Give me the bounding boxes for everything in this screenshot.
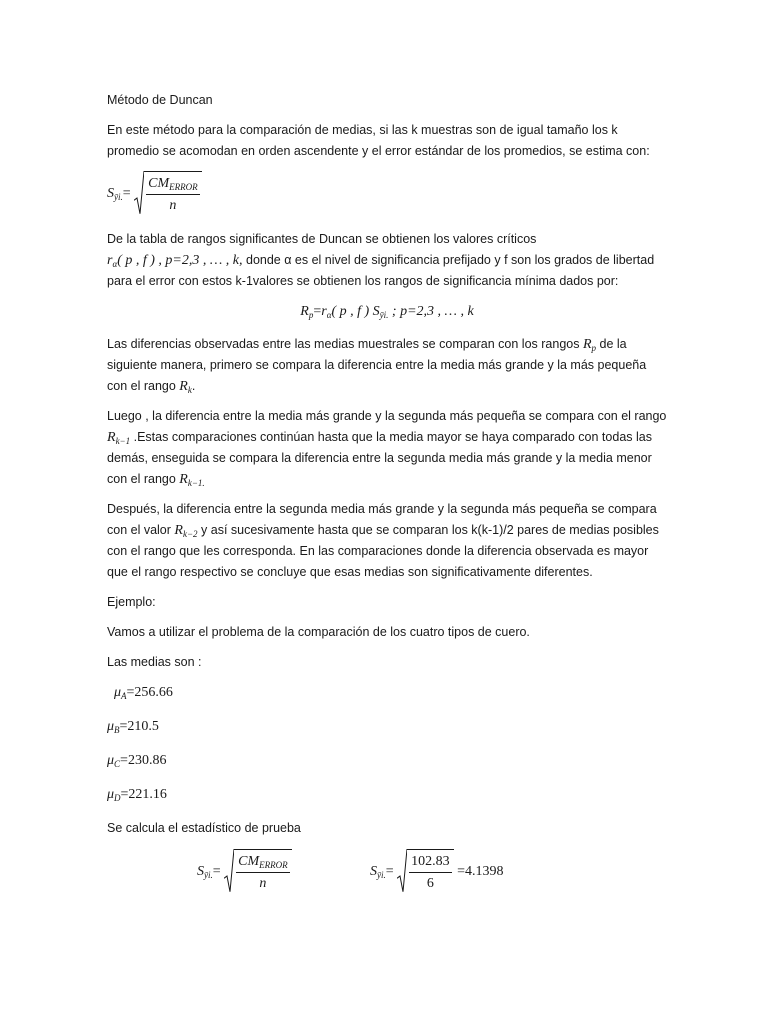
sqrt-expression: $\frac{CM_{ERROR}}{n}$ [224,849,292,894]
section-title: Método de Duncan [107,93,213,107]
mean-b: $\mu_B=210.5$ [107,719,159,735]
means-list [107,682,667,805]
mean-c: $\mu_C=230.86$ [107,753,167,769]
sqrt-icon [134,171,144,216]
document-page [107,90,667,899]
stat-label: Se calcula el estadístico de prueba [107,821,301,835]
sqrt-icon [397,849,407,894]
example-heading: Ejemplo: [107,595,156,609]
despues-paragraph: Después, la diferencia entre la segunda media más grande y la segunda más pequeña se compara con el valor $R_{k-2}$ y así sucesivamente hasta que se comparan los k(k-1)/2 pares de medias posibles con el rango que les corresponda. En las comparaciones donde la diferencia observada es mayor que el rango respectivo se concluye que esas medias son significativamente diferentes. [107,502,659,579]
mean-a: $\mu_A=256.66$ [114,685,173,701]
stat-formulas [107,849,667,899]
formula-lhs: $S_{ȳi.}=$ [107,185,131,202]
means-label: Las medias son : [107,655,202,669]
mean-d: $\mu_D=221.16$ [107,787,167,803]
sqrt-expression: $\frac{CM_{ERROR}}{n}$ [134,171,202,216]
stat-formula-general: $S_{ȳi.}=$ $\frac{CM_{ERROR}}{n}$ [197,849,292,894]
luego-paragraph: Luego , la diferencia entre la media más grande y la segunda más pequeña se compara con el rango $R_{k-1}$ .Estas comparaciones continúan hasta que la media mayor se haya comparado con todas las demás, enseguida se compara la diferencia entre la segunda media más grande y la media menor con el rango $R_{k-1.}$ [107,409,667,488]
std-error-formula [107,171,667,215]
table-paragraph: De la tabla de rangos significantes de Duncan se obtienen los valores críticos $r_\alpha$( p , f ) , p=2,3 , … , k, donde α es el nivel de significancia prefijado y f son los grados de libertad para el error con estos k-1valores se obtienen los rangos de significancia mínima dados por: [107,232,655,288]
range-formula: $R_p=r_\alpha$( p , f ) $S_{ȳi.}$ ; p=2,3 , … , k [300,304,474,320]
sqrt-icon [224,849,234,894]
diff-paragraph: Las diferencias observadas entre las medias muestrales se comparan con los rangos $R_p$ de la siguiente manera, primero se compara la diferencia entre la media más grande y la más pequeña con el rango $R_k$. [107,337,647,395]
intro-paragraph: En este método para la comparación de medias, si las k muestras son de igual tamaño los k promedio se acomodan en orden ascendente y el error estándar de los promedios, se estima con: [107,123,650,158]
example-text: Vamos a utilizar el problema de la comparación de los cuatro tipos de cuero. [107,625,530,639]
sqrt-expression: $\frac{102.83}{6}$ [397,849,454,894]
stat-formula-numeric: $S_{ȳi.}=$ $\frac{102.83}{6}$ =4.1398 [370,849,504,894]
